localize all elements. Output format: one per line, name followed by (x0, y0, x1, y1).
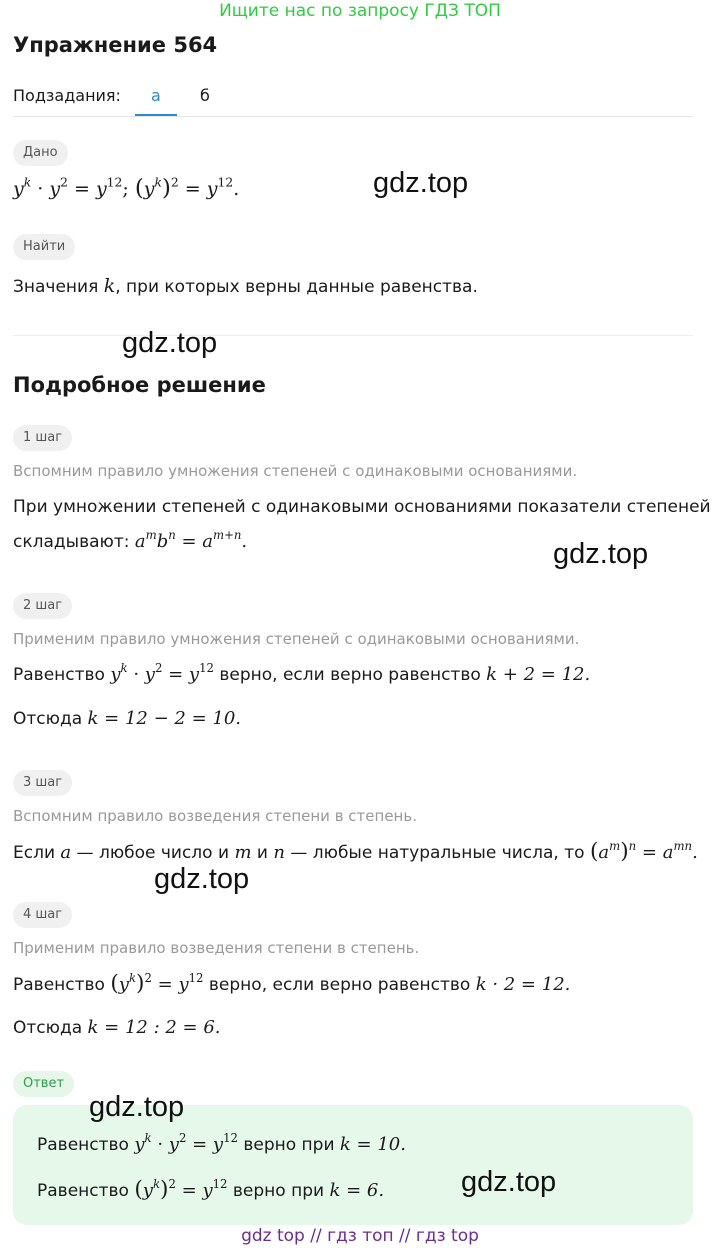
watermark: gdz.top (553, 538, 649, 570)
step-2-hint: Применим правило умножения степеней с одинаковыми основаниями. (13, 630, 580, 648)
search-banner: Ищите нас по запросу ГДЗ ТОП (219, 1, 501, 21)
step-1-text-2: складывают: $a^mb^n = a^{m+n}$. (13, 527, 248, 552)
find-badge: Найти (13, 234, 75, 260)
subtasks-label: Подзадания: (13, 86, 121, 105)
step-4-result: Отсюда k = 12 : 2 = 6. (13, 1017, 221, 1038)
tab-a[interactable]: а (151, 86, 161, 105)
step-1-badge: 1 шаг (13, 425, 72, 451)
divider (13, 335, 693, 336)
footer-links[interactable]: gdz top // гдз топ // гдз top (241, 1226, 479, 1246)
step-4-badge: 4 шаг (13, 902, 72, 928)
step-3-text: Если a — любое число и m и n — любые натуральные числа, то $(a^m)^n = a^{mn}$. (13, 838, 698, 864)
watermark: gdz.top (373, 167, 469, 199)
step-2-badge: 2 шаг (13, 593, 72, 619)
given-badge: Дано (13, 140, 68, 166)
watermark: gdz.top (461, 1166, 557, 1198)
answer-line-1: Равенство $y^k \cdot y^2 = y^{12}$ верно при k = 10. (37, 1130, 406, 1155)
solution-title: Подробное решение (13, 373, 266, 397)
answer-line-2: Равенство $(y^k)^2 = y^{12}$ верно при k = 6. (37, 1176, 385, 1202)
step-1-text: При умножении степеней с одинаковыми основаниями показатели степеней (13, 497, 711, 517)
watermark: gdz.top (89, 1091, 185, 1123)
answer-box (13, 1105, 693, 1225)
step-4-text: Равенство $(y^k)^2 = y^{12}$ верно, если верно равенство k · 2 = 12. (13, 970, 571, 996)
step-3-badge: 3 шаг (13, 770, 72, 796)
given-formula: $y^k \cdot y^2 = y^{12}$; $(y^k)^2 = y^{12}$. (13, 175, 240, 201)
step-4-hint: Применим правило возведения степени в степень. (13, 939, 420, 957)
subtasks-bar (13, 86, 693, 117)
watermark: gdz.top (154, 863, 250, 895)
find-text: Значения k, при которых верны данные равенства. (13, 275, 478, 297)
step-1-hint: Вспомним правило умножения степеней с одинаковыми основаниями. (13, 462, 578, 480)
answer-badge: Ответ (13, 1071, 74, 1097)
step-2-result: Отсюда k = 12 − 2 = 10. (13, 708, 241, 729)
watermark: gdz.top (122, 327, 218, 359)
tab-b[interactable]: б (200, 86, 210, 105)
page-title: Упражнение 564 (13, 33, 218, 57)
step-2-text: Равенство $y^k \cdot y^2 = y^{12}$ верно, если верно равенство k + 2 = 12. (13, 660, 591, 685)
step-3-hint: Вспомним правило возведения степени в степень. (13, 807, 417, 825)
